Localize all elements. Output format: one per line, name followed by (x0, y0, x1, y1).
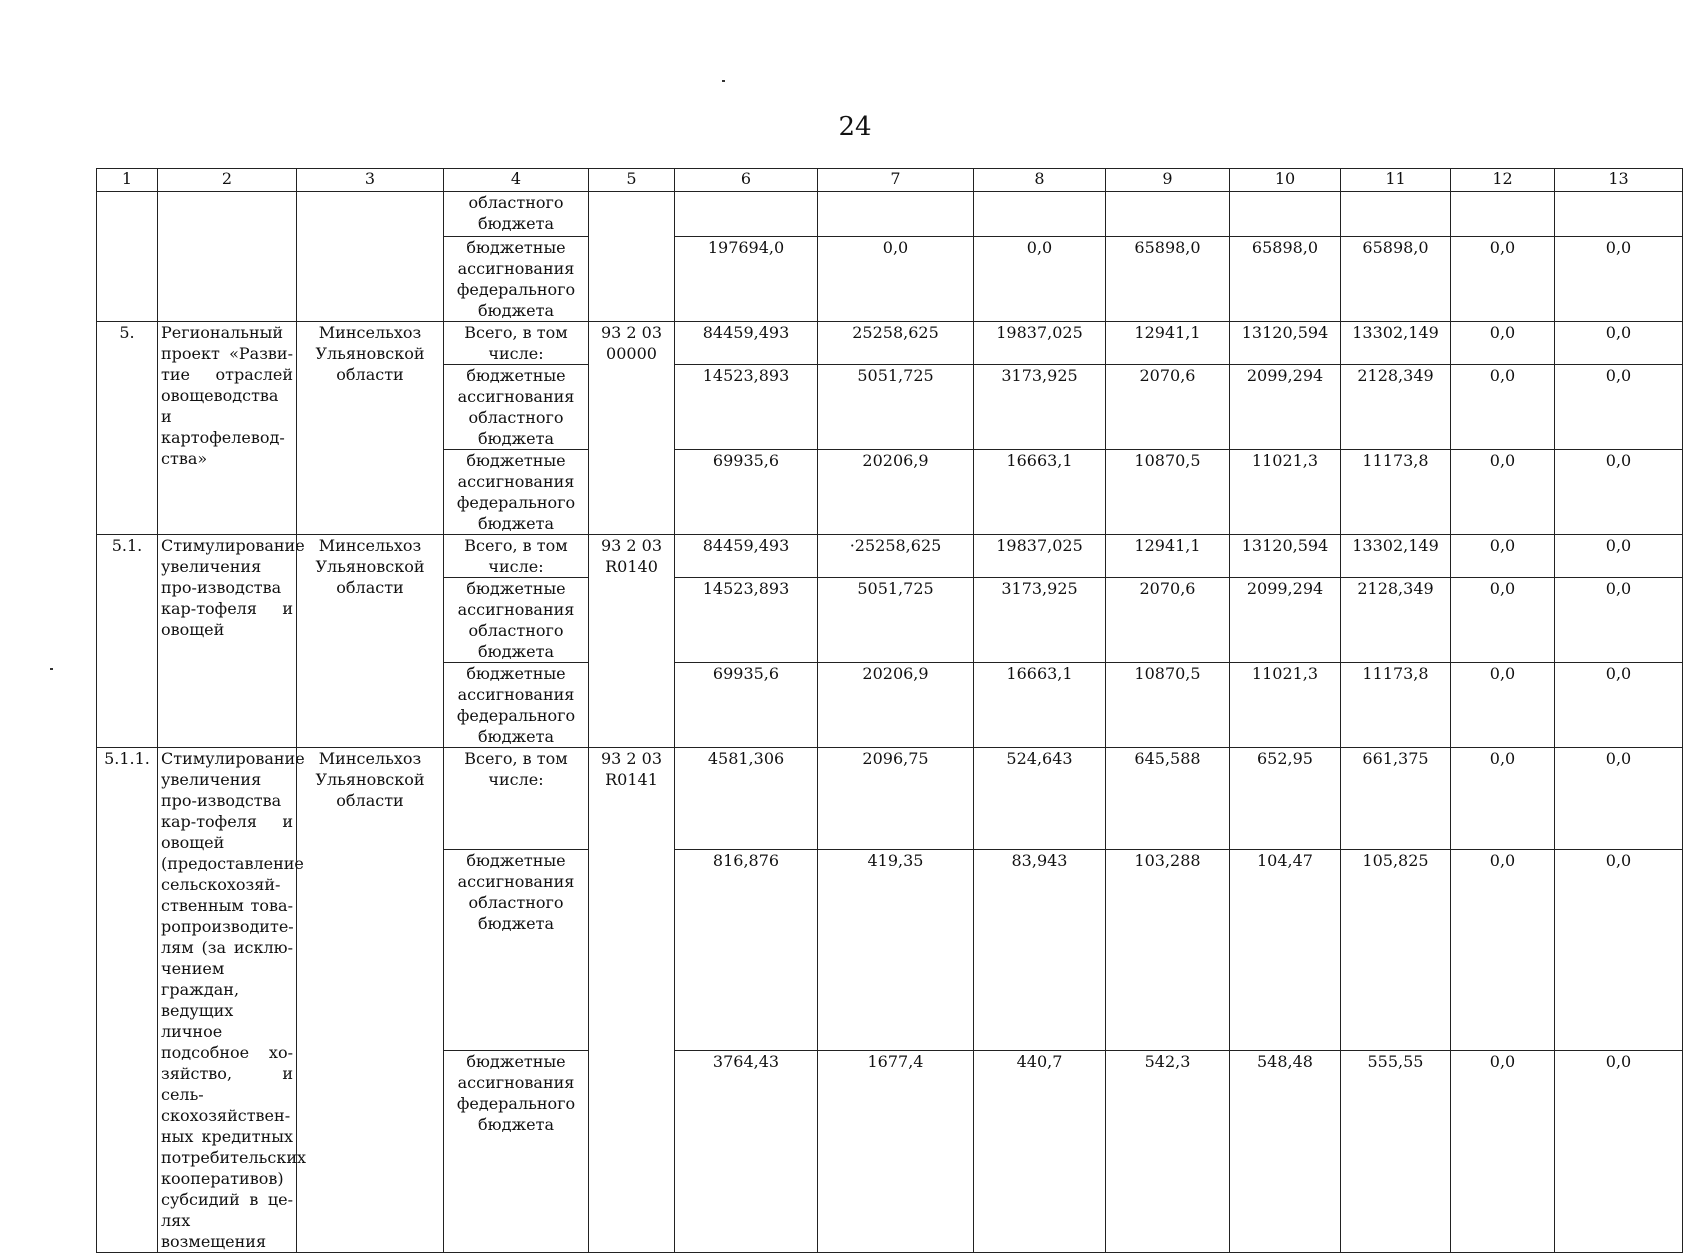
value-cell (1341, 192, 1451, 237)
value-cell: 2096,75 (818, 748, 974, 850)
table-row (97, 322, 1683, 365)
value-cell: 816,876 (675, 849, 818, 1051)
value-cell: 83,943 (974, 849, 1106, 1051)
budget-code (589, 192, 675, 322)
value-cell: 2070,6 (1106, 365, 1230, 450)
value-cell: 2070,6 (1106, 578, 1230, 663)
value-cell: 2128,349 (1341, 365, 1451, 450)
value-cell: 13120,594 (1230, 535, 1341, 578)
column-number: 11 (1341, 169, 1451, 192)
value-cell: 0,0 (1451, 322, 1555, 365)
value-cell (675, 192, 818, 237)
item-number: 5.1. (97, 535, 158, 748)
value-cell: 3173,925 (974, 365, 1106, 450)
value-cell: 84459,493 (675, 535, 818, 578)
value-cell: 10870,5 (1106, 663, 1230, 748)
value-cell: 0,0 (1451, 1051, 1555, 1253)
value-cell: 0,0 (1451, 450, 1555, 535)
column-number: 3 (297, 169, 444, 192)
value-cell: 3173,925 (974, 578, 1106, 663)
column-number: 8 (974, 169, 1106, 192)
value-cell: 548,48 (1230, 1051, 1341, 1253)
value-cell (1555, 192, 1683, 237)
value-cell: 2099,294 (1230, 578, 1341, 663)
value-cell: 5051,725 (818, 365, 974, 450)
value-cell: 103,288 (1106, 849, 1230, 1051)
value-cell: 14523,893 (675, 578, 818, 663)
item-number: 5. (97, 322, 158, 535)
value-cell: 65898,0 (1341, 237, 1451, 322)
value-cell: 69935,6 (675, 450, 818, 535)
funding-source: Всего, в том числе: (444, 535, 589, 578)
value-cell (974, 192, 1106, 237)
value-cell: 11173,8 (1341, 663, 1451, 748)
value-cell: 2099,294 (1230, 365, 1341, 450)
funding-source: бюджетные ассигнования областного бюджета (444, 849, 589, 1051)
value-cell: 13120,594 (1230, 322, 1341, 365)
value-cell (1451, 192, 1555, 237)
value-cell: 11021,3 (1230, 663, 1341, 748)
value-cell: 0,0 (1555, 450, 1683, 535)
funding-source: бюджетные ассигнования федерального бюджета (444, 450, 589, 535)
value-cell: 0,0 (1451, 535, 1555, 578)
budget-table (96, 168, 1683, 1253)
value-cell: 20206,9 (818, 663, 974, 748)
column-number: 13 (1555, 169, 1683, 192)
column-number-row (97, 169, 1683, 192)
value-cell: 16663,1 (974, 450, 1106, 535)
value-cell: 13302,149 (1341, 322, 1451, 365)
value-cell: 25258,625 (818, 322, 974, 365)
value-cell: 4581,306 (675, 748, 818, 850)
value-cell: 197694,0 (675, 237, 818, 322)
value-cell (818, 192, 974, 237)
value-cell: 69935,6 (675, 663, 818, 748)
value-cell (1230, 192, 1341, 237)
value-cell: 0,0 (1555, 578, 1683, 663)
item-name: Региональный проект «Разви-тие отраслей овощеводства и картофелевод-ства» (158, 322, 297, 535)
value-cell: 20206,9 (818, 450, 974, 535)
column-number: 7 (818, 169, 974, 192)
value-cell: 65898,0 (1230, 237, 1341, 322)
funding-source: бюджетные ассигнования областного бюджета (444, 365, 589, 450)
value-cell: 440,7 (974, 1051, 1106, 1253)
scan-speck (50, 668, 53, 670)
value-cell: 19837,025 (974, 535, 1106, 578)
executor: Минсельхоз Ульяновской области (297, 535, 444, 748)
value-cell: 13302,149 (1341, 535, 1451, 578)
value-cell: 12941,1 (1106, 322, 1230, 365)
value-cell: ·25258,625 (818, 535, 974, 578)
column-number: 12 (1451, 169, 1555, 192)
value-cell: 1677,4 (818, 1051, 974, 1253)
value-cell: 14523,893 (675, 365, 818, 450)
value-cell: 0,0 (1451, 578, 1555, 663)
value-cell: 0,0 (1555, 663, 1683, 748)
value-cell: 11173,8 (1341, 450, 1451, 535)
value-cell: 661,375 (1341, 748, 1451, 850)
value-cell: 65898,0 (1106, 237, 1230, 322)
item-name-cell (158, 192, 297, 322)
value-cell: 11021,3 (1230, 450, 1341, 535)
value-cell (1106, 192, 1230, 237)
value-cell: 0,0 (1451, 663, 1555, 748)
value-cell: 0,0 (1555, 237, 1683, 322)
column-number: 1 (97, 169, 158, 192)
value-cell: 0,0 (1555, 535, 1683, 578)
funding-source: бюджетные ассигнования федерального бюджета (444, 663, 589, 748)
scan-speck (722, 80, 725, 82)
budget-code: 93 2 03 R0141 (589, 748, 675, 1253)
funding-source: бюджетные ассигнования федерального бюджета (444, 1051, 589, 1253)
column-number: 2 (158, 169, 297, 192)
item-name: Стимулирование увеличения про-изводства кар-тофеля и овощей (предоставление сельскохозяй-ственным това-ропроизводите-лям (за исклю-чением граждан, ведущих личное подсобное хо-зяйство, и сель-скохозяйствен-ных кредитных потребительских кооперативов) субсидий в це-лях возмещения (158, 748, 297, 1253)
value-cell: 5051,725 (818, 578, 974, 663)
value-cell: 0,0 (818, 237, 974, 322)
value-cell: 555,55 (1341, 1051, 1451, 1253)
column-number: 6 (675, 169, 818, 192)
value-cell: 0,0 (974, 237, 1106, 322)
item-number: 5.1.1. (97, 748, 158, 1253)
value-cell: 0,0 (1555, 1051, 1683, 1253)
value-cell: 0,0 (1451, 365, 1555, 450)
funding-source: бюджетные ассигнования областного бюджета (444, 578, 589, 663)
executor-cell (297, 192, 444, 322)
value-cell: 16663,1 (974, 663, 1106, 748)
value-cell: 10870,5 (1106, 450, 1230, 535)
value-cell: 19837,025 (974, 322, 1106, 365)
budget-code: 93 2 03 R0140 (589, 535, 675, 748)
funding-source: бюджетные ассигнования федерального бюджета (444, 237, 589, 322)
value-cell: 105,825 (1341, 849, 1451, 1051)
column-number: 10 (1230, 169, 1341, 192)
column-number: 4 (444, 169, 589, 192)
value-cell: 645,588 (1106, 748, 1230, 850)
value-cell: 524,643 (974, 748, 1106, 850)
value-cell: 0,0 (1451, 237, 1555, 322)
value-cell: 0,0 (1451, 849, 1555, 1051)
item-number-cell (97, 192, 158, 322)
column-number: 5 (589, 169, 675, 192)
value-cell: 104,47 (1230, 849, 1341, 1051)
item-name: Стимулирование увеличения про-изводства кар-тофеля и овощей (158, 535, 297, 748)
value-cell: 0,0 (1555, 748, 1683, 850)
column-number: 9 (1106, 169, 1230, 192)
funding-source: областного бюджета (444, 192, 589, 237)
value-cell: 542,3 (1106, 1051, 1230, 1253)
value-cell: 0,0 (1451, 748, 1555, 850)
executor: Минсельхоз Ульяновской области (297, 322, 444, 535)
value-cell: 652,95 (1230, 748, 1341, 850)
budget-code: 93 2 03 00000 (589, 322, 675, 535)
value-cell: 0,0 (1555, 322, 1683, 365)
value-cell: 2128,349 (1341, 578, 1451, 663)
page-number: 24 (838, 112, 872, 142)
table-row (97, 535, 1683, 578)
table-row (97, 748, 1683, 850)
table-row (97, 192, 1683, 237)
funding-source: Всего, в том числе: (444, 748, 589, 850)
value-cell: 0,0 (1555, 849, 1683, 1051)
funding-source: Всего, в том числе: (444, 322, 589, 365)
executor: Минсельхоз Ульяновской области (297, 748, 444, 1253)
value-cell: 0,0 (1555, 365, 1683, 450)
value-cell: 419,35 (818, 849, 974, 1051)
value-cell: 84459,493 (675, 322, 818, 365)
value-cell: 12941,1 (1106, 535, 1230, 578)
value-cell: 3764,43 (675, 1051, 818, 1253)
